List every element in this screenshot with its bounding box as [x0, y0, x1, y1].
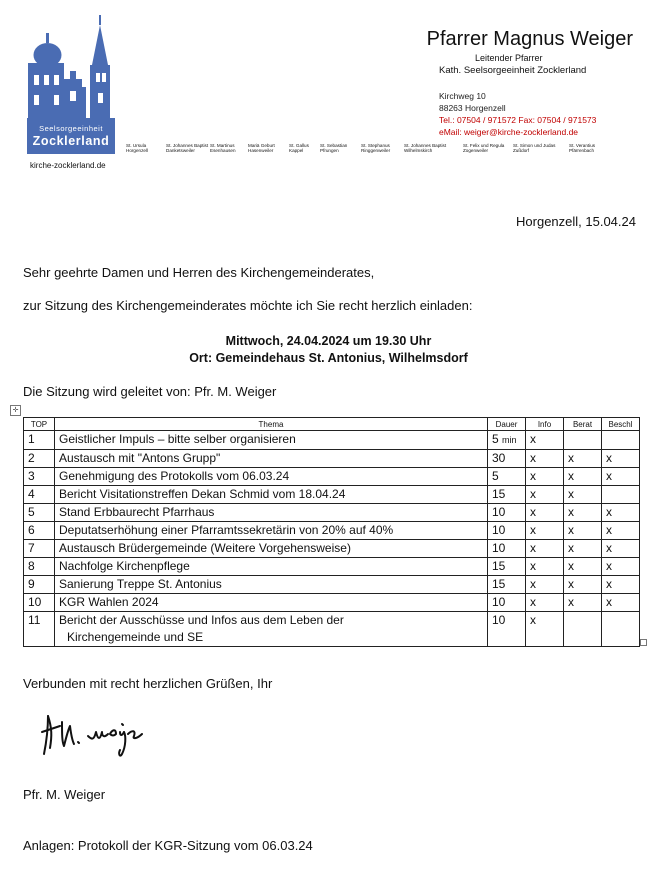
cell-info: x — [526, 522, 564, 540]
cell-top: 7 — [24, 540, 55, 558]
cell-top: 1 — [24, 431, 55, 450]
cell-duration: 10 — [488, 522, 526, 540]
cell-berat: x — [564, 522, 602, 540]
table-row — [24, 576, 640, 594]
pastor-unit: Kath. Seelsorgeeinheit Zocklerland — [439, 65, 587, 76]
cell-topic: Austausch Brüdergemeinde (Weitere Vorgehensweise) — [55, 540, 488, 558]
table-row — [24, 612, 640, 647]
cell-duration: 10 — [488, 504, 526, 522]
cell-berat: x — [564, 576, 602, 594]
cell-beschl: x — [602, 522, 640, 540]
duration-unit: min — [502, 435, 517, 445]
cell-duration: 30 — [488, 450, 526, 468]
closing-text: Verbunden mit recht herzlichen Grüßen, Ihr — [23, 676, 273, 691]
cell-beschl: x — [602, 468, 640, 486]
parish-item: St. Martinus Esenhausen — [210, 143, 236, 154]
cell-top: 4 — [24, 486, 55, 504]
cell-berat: x — [564, 558, 602, 576]
cell-berat: x — [564, 594, 602, 612]
parish-item: Mariä Geburt Hasenweiler — [248, 143, 275, 154]
cell-beschl: x — [602, 576, 640, 594]
cell-berat: x — [564, 504, 602, 522]
meeting-place: Ort: Gemeindehaus St. Antonius, Wilhelmsdorf — [189, 351, 468, 365]
topic-line1: Bericht der Ausschüsse und Infos aus dem Leben der — [59, 613, 344, 627]
cell-top: 3 — [24, 468, 55, 486]
table-row — [24, 450, 640, 468]
header-berat: Berat — [564, 418, 602, 431]
cell-beschl: x — [602, 594, 640, 612]
address-street: Kirchweg 10 — [439, 91, 486, 101]
cell-berat: x — [564, 540, 602, 558]
parish-item: St. Stephanus Ringgenweiler — [361, 143, 391, 154]
cell-topic: KGR Wahlen 2024 — [55, 594, 488, 612]
cell-info: x — [526, 612, 564, 647]
cell-topic: Genehmigung des Protokolls vom 06.03.24 — [55, 468, 488, 486]
header-topic: Thema — [55, 418, 488, 431]
cell-info: x — [526, 486, 564, 504]
cell-info: x — [526, 450, 564, 468]
cell-topic: Nachfolge Kirchenpflege — [55, 558, 488, 576]
cell-duration: 15 — [488, 576, 526, 594]
header-info: Info — [526, 418, 564, 431]
parish-item: St. Felix und Regula Zogenweiler — [463, 143, 505, 154]
header-beschl: Beschl — [602, 418, 640, 431]
salutation: Sehr geehrte Damen und Herren des Kirchengemeinderates, — [23, 265, 375, 280]
cell-top: 11 — [24, 612, 55, 647]
cell-berat: x — [564, 468, 602, 486]
cell-beschl — [602, 486, 640, 504]
address-city: 88263 Horgenzell — [439, 103, 506, 113]
parish-item: St. Ursula Horgenzell — [126, 143, 148, 154]
cell-duration: 10 — [488, 612, 526, 647]
phone-fax: Tel.: 07504 / 971572 Fax: 07504 / 971573 — [439, 115, 597, 125]
cell-top: 8 — [24, 558, 55, 576]
cell-info: x — [526, 558, 564, 576]
cell-beschl: x — [602, 504, 640, 522]
table-row — [24, 468, 640, 486]
cell-duration: 5 min — [488, 431, 526, 450]
cell-top: 2 — [24, 450, 55, 468]
cell-info: x — [526, 540, 564, 558]
header-top: TOP — [24, 418, 55, 431]
table-row — [24, 540, 640, 558]
table-row — [24, 486, 640, 504]
parish-item: St. Gallus Kappel — [289, 143, 309, 154]
cell-top: 9 — [24, 576, 55, 594]
parish-item: St. Simon und Judas Zußdorf — [513, 143, 556, 154]
cell-topic: Austausch mit "Antons Grupp" — [55, 450, 488, 468]
logo-banner — [27, 118, 115, 154]
table-header-row — [24, 418, 640, 431]
parish-list — [126, 143, 609, 154]
cell-top: 5 — [24, 504, 55, 522]
cell-top: 6 — [24, 522, 55, 540]
logo-line1: Seelsorgeeinheit — [39, 124, 103, 133]
cell-duration: 15 — [488, 558, 526, 576]
cell-berat — [564, 431, 602, 450]
topic-line2: Kirchengemeinde und SE — [67, 630, 204, 644]
cell-topic: Bericht Visitationstreffen Dekan Schmid vom 18.04.24 — [55, 486, 488, 504]
cell-topic — [55, 612, 488, 647]
cell-beschl — [602, 431, 640, 450]
cell-duration: 10 — [488, 594, 526, 612]
table-row — [24, 558, 640, 576]
cell-info: x — [526, 431, 564, 450]
cell-berat — [564, 612, 602, 647]
cell-info: x — [526, 468, 564, 486]
cell-topic: Sanierung Treppe St. Antonius — [55, 576, 488, 594]
cell-duration: 15 — [488, 486, 526, 504]
cell-topic: Deputatserhöhung einer Pfarramtssekretärin von 20% auf 40% — [55, 522, 488, 540]
parish-item: St. Johannes Baptist Wilhelmskirch — [404, 143, 447, 154]
cell-topic: Geistlicher Impuls – bitte selber organisieren — [55, 431, 488, 450]
table-row — [24, 504, 640, 522]
meeting-date: Mittwoch, 24.04.2024 um 19.30 Uhr — [225, 334, 432, 348]
table-row — [24, 594, 640, 612]
pastor-name: Pfarrer Magnus Weiger — [426, 28, 633, 50]
header-duration: Dauer — [488, 418, 526, 431]
signature-image — [38, 706, 158, 761]
cell-beschl: x — [602, 450, 640, 468]
parish-item: St. Verantius Pfärrenbach — [569, 143, 596, 154]
parish-item: St. Sebastian Pfrungen — [320, 143, 348, 154]
cell-top: 10 — [24, 594, 55, 612]
letter-date: Horgenzell, 15.04.24 — [516, 214, 636, 229]
cell-berat: x — [564, 486, 602, 504]
parish-item: St. Johannes Baptist Danketsweiler — [166, 143, 209, 154]
table-row — [24, 522, 640, 540]
cell-duration: 10 — [488, 540, 526, 558]
cell-beschl — [602, 612, 640, 647]
pastor-role: Leitender Pfarrer — [475, 53, 543, 63]
cell-info: x — [526, 576, 564, 594]
agenda-table — [23, 417, 640, 647]
signature-name: Pfr. M. Weiger — [23, 787, 106, 802]
cell-beschl: x — [602, 540, 640, 558]
cell-info: x — [526, 504, 564, 522]
attachments-text: Anlagen: Protokoll der KGR-Sitzung vom 06.03.24 — [23, 838, 313, 853]
cell-topic: Stand Erbbaurecht Pfarrhaus — [55, 504, 488, 522]
logo-line2: Zocklerland — [32, 134, 110, 148]
cell-berat: x — [564, 450, 602, 468]
table-row — [24, 431, 640, 450]
email-address[interactable]: eMail: weiger@kirche-zocklerland.de — [439, 127, 579, 137]
cell-beschl: x — [602, 558, 640, 576]
table-resize-handle[interactable] — [640, 639, 647, 646]
table-move-handle-icon[interactable]: ✛ — [10, 405, 21, 416]
address-block — [439, 90, 596, 138]
website-link[interactable]: kirche-zocklerland.de — [30, 161, 106, 170]
intro-text: zur Sitzung des Kirchengemeinderates möchte ich Sie recht herzlich einladen: — [23, 298, 473, 313]
chair-text: Die Sitzung wird geleitet von: Pfr. M. Weiger — [23, 384, 277, 399]
cell-duration: 5 — [488, 468, 526, 486]
cell-info: x — [526, 594, 564, 612]
